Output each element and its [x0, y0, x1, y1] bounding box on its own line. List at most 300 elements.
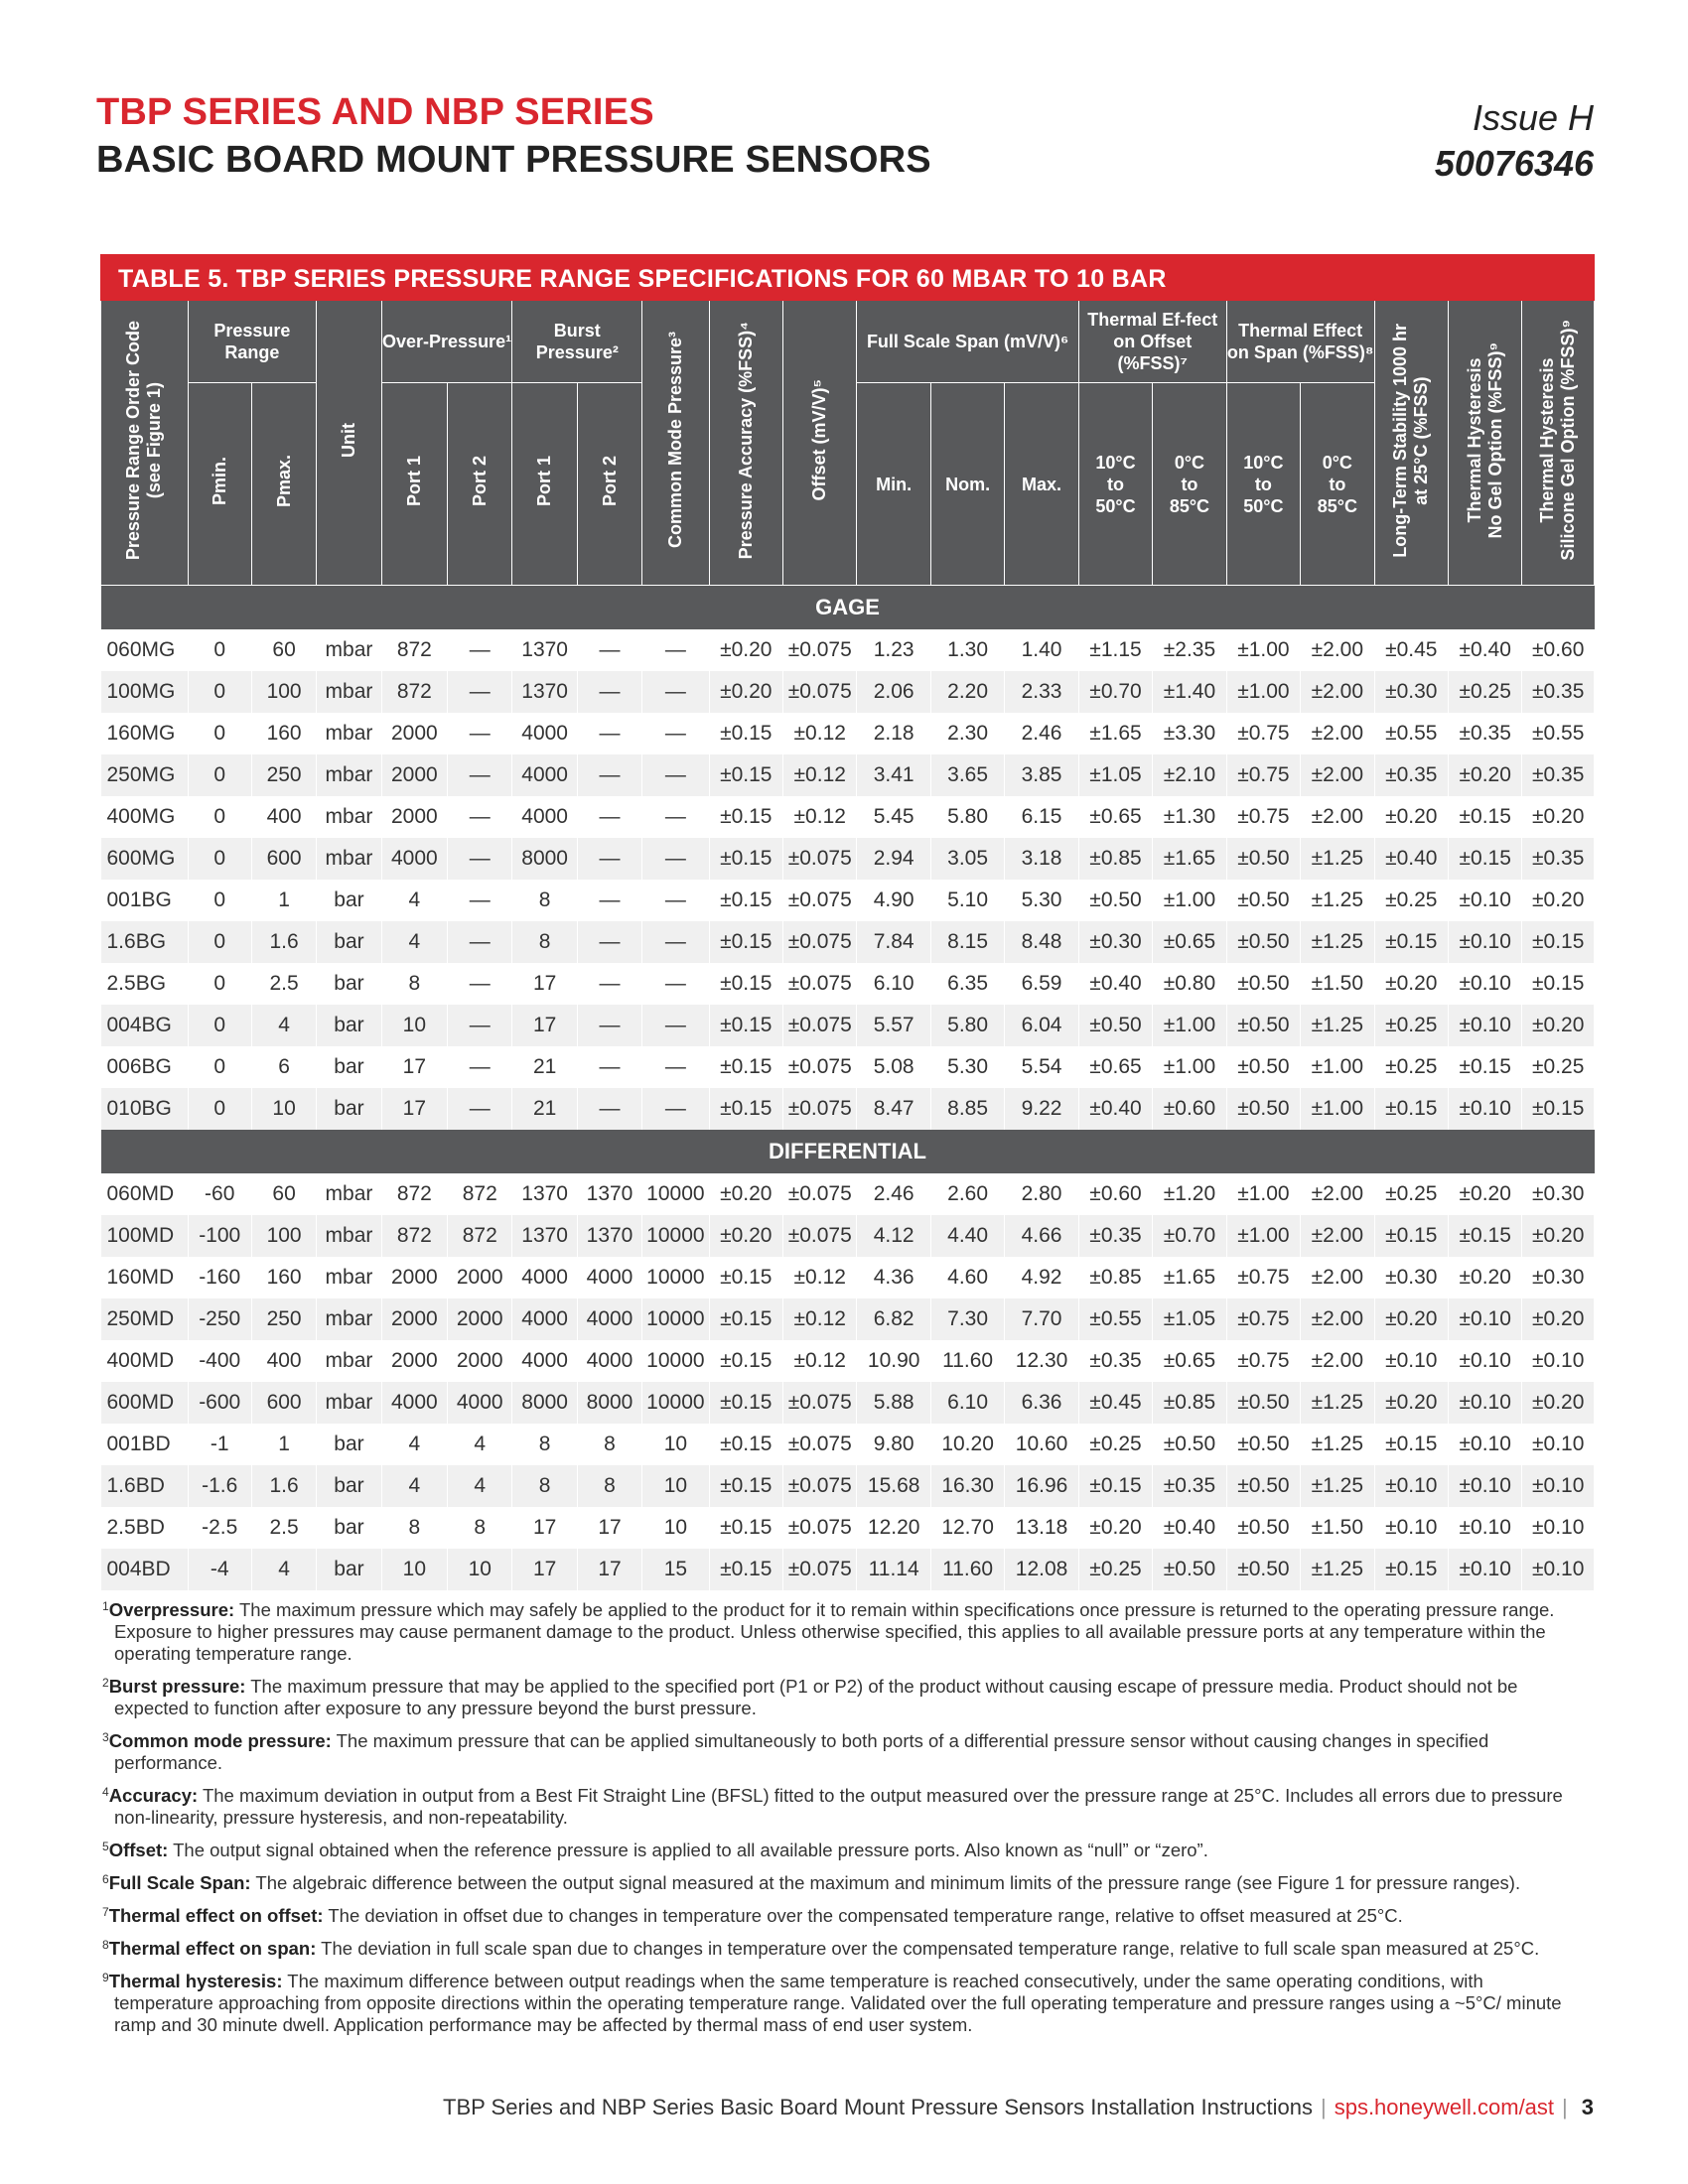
table-cell: ±2.00: [1301, 671, 1374, 713]
table-cell: ±1.15: [1078, 629, 1152, 671]
table-cell: 8000: [577, 1382, 641, 1424]
issue-block: [1435, 95, 1594, 187]
table-cell: ±1.00: [1226, 1215, 1300, 1257]
table-cell: 5.80: [930, 796, 1004, 838]
table-row: [101, 1340, 1595, 1382]
table-cell: 2000: [381, 796, 447, 838]
table-cell: ±0.70: [1153, 1215, 1226, 1257]
table-cell: 2.20: [930, 671, 1004, 713]
table-cell: 250: [251, 1298, 316, 1340]
table-cell: 4000: [381, 838, 447, 880]
table-cell: 17: [381, 1046, 447, 1088]
table-cell: 6.10: [857, 963, 930, 1005]
table-cell: ±2.00: [1301, 1298, 1374, 1340]
col-pmin: Pmin.: [188, 383, 251, 586]
table-cell: ±2.00: [1301, 1173, 1374, 1215]
order-code-cell: 250MG: [101, 754, 189, 796]
footnote: [102, 1901, 1572, 1927]
table-cell: ±0.50: [1226, 1005, 1300, 1046]
table-cell: 10: [448, 1549, 512, 1590]
table-cell: 4.60: [930, 1257, 1004, 1298]
table-cell: —: [448, 921, 512, 963]
table-cell: 872: [448, 1215, 512, 1257]
table-cell: 10: [381, 1549, 447, 1590]
table-cell: 1370: [512, 671, 577, 713]
table-cell: 17: [381, 1088, 447, 1130]
table-cell: 11.14: [857, 1549, 930, 1590]
table-cell: ±0.55: [1078, 1298, 1152, 1340]
table-cell: —: [577, 1005, 641, 1046]
table-cell: 5.30: [1005, 880, 1078, 921]
table-cell: ±2.00: [1301, 796, 1374, 838]
table-cell: ±1.25: [1301, 1549, 1374, 1590]
table-cell: 2000: [448, 1298, 512, 1340]
table-cell: —: [642, 754, 709, 796]
table-cell: 8: [577, 1465, 641, 1507]
order-code-cell: 100MG: [101, 671, 189, 713]
table-cell: ±0.20: [1522, 880, 1595, 921]
table-cell: 3.41: [857, 754, 930, 796]
table-cell: ±0.60: [1078, 1173, 1152, 1215]
footnote-number: 9: [102, 1971, 109, 1984]
table-cell: 4.90: [857, 880, 930, 921]
table-cell: ±0.10: [1449, 1005, 1522, 1046]
table-cell: 0: [188, 671, 251, 713]
col-unit: Unit: [317, 301, 381, 586]
table-cell: 16.30: [930, 1465, 1004, 1507]
table-cell: 4000: [381, 1382, 447, 1424]
document-header: [96, 89, 931, 185]
table-cell: —: [448, 629, 512, 671]
table-cell: 4.92: [1005, 1257, 1078, 1298]
table-cell: ±0.25: [1078, 1549, 1152, 1590]
table-row: [101, 1215, 1595, 1257]
table-cell: ±0.30: [1078, 921, 1152, 963]
table-cell: ±0.10: [1449, 963, 1522, 1005]
col-burst-port2: Port 2: [577, 383, 641, 586]
table-cell: 6.04: [1005, 1005, 1078, 1046]
table-cell: 1370: [577, 1173, 641, 1215]
table-cell: mbar: [317, 1298, 381, 1340]
table-cell: ±1.00: [1226, 671, 1300, 713]
table-cell: 7.30: [930, 1298, 1004, 1340]
table-cell: 2.60: [930, 1173, 1004, 1215]
table-cell: —: [577, 880, 641, 921]
table-cell: ±0.75: [1226, 754, 1300, 796]
table-cell: ±0.20: [1374, 1382, 1448, 1424]
col-toff-10-50: 10°C to 50°C: [1078, 383, 1152, 586]
table-cell: 6.10: [930, 1382, 1004, 1424]
table-cell: 4: [448, 1465, 512, 1507]
table-cell: 4.36: [857, 1257, 930, 1298]
table-cell: ±0.075: [783, 1088, 857, 1130]
order-code-cell: 250MD: [101, 1298, 189, 1340]
series-title: TBP SERIES AND NBP SERIES: [96, 91, 654, 133]
order-code-cell: 006BG: [101, 1046, 189, 1088]
table-cell: mbar: [317, 838, 381, 880]
table-cell: 16.96: [1005, 1465, 1078, 1507]
footnote-text: The maximum pressure which may safely be applied to the product for it to remain within specifications once pressure is returned to the operating pressure range. Exposure to higher pressures may cause permanent damage to the product. Unless otherwise specified, this applies to all available pressure ports at any temperature within the operating temperature range.: [114, 1599, 1555, 1664]
table-cell: 17: [577, 1507, 641, 1549]
table-cell: ±0.45: [1374, 629, 1448, 671]
col-fss-nom: Nom.: [930, 383, 1004, 586]
table-cell: 7.70: [1005, 1298, 1078, 1340]
table-cell: 4000: [512, 1257, 577, 1298]
order-code-cell: 600MG: [101, 838, 189, 880]
footer-text: TBP Series and NBP Series Basic Board Mount Pressure Sensors Installation Instructions: [443, 2095, 1313, 2119]
table-cell: 100: [251, 1215, 316, 1257]
footnote-term: Overpressure:: [108, 1599, 235, 1620]
table-cell: ±0.85: [1153, 1382, 1226, 1424]
table-cell: 10: [642, 1465, 709, 1507]
table-cell: ±0.10: [1449, 1382, 1522, 1424]
table-cell: ±0.20: [1374, 1298, 1448, 1340]
table-cell: —: [642, 713, 709, 754]
table-cell: 8: [381, 1507, 447, 1549]
table-cell: 4.66: [1005, 1215, 1078, 1257]
table-cell: ±0.15: [709, 1549, 782, 1590]
table-cell: ±0.15: [1374, 1424, 1448, 1465]
table-cell: 0: [188, 838, 251, 880]
table-cell: -100: [188, 1215, 251, 1257]
table-cell: 4: [251, 1005, 316, 1046]
table-cell: 1.23: [857, 629, 930, 671]
table-cell: ±0.20: [1449, 1257, 1522, 1298]
table-cell: ±0.45: [1078, 1382, 1152, 1424]
table-cell: —: [577, 921, 641, 963]
footnote-term: Offset:: [108, 1840, 169, 1860]
table-cell: 1.40: [1005, 629, 1078, 671]
table-cell: 2.18: [857, 713, 930, 754]
footnote: [102, 1836, 1572, 1861]
table-cell: 9.80: [857, 1424, 930, 1465]
table-cell: ±0.075: [783, 1424, 857, 1465]
table-cell: ±0.075: [783, 1005, 857, 1046]
table-cell: 5.08: [857, 1046, 930, 1088]
table-cell: 5.30: [930, 1046, 1004, 1088]
table-cell: ±0.15: [709, 1507, 782, 1549]
table-cell: -600: [188, 1382, 251, 1424]
table-cell: mbar: [317, 754, 381, 796]
footnote-text: The maximum deviation in output from a Best Fit Straight Line (BFSL) fitted to the output measured over the pressure range at 25°C. Includes all errors due to pressure non-linearity, pressure hysteresis, and non-repeatability.: [114, 1785, 1563, 1828]
table-cell: ±0.50: [1078, 1005, 1152, 1046]
table-cell: ±1.00: [1153, 1005, 1226, 1046]
table-cell: 9.22: [1005, 1088, 1078, 1130]
table-cell: —: [448, 796, 512, 838]
col-pressure-range: Pressure Range: [188, 301, 317, 383]
table-cell: 10000: [642, 1382, 709, 1424]
table-row: [101, 754, 1595, 796]
table-cell: 1370: [512, 1173, 577, 1215]
table-cell: -60: [188, 1173, 251, 1215]
table-cell: ±0.50: [1226, 963, 1300, 1005]
table-row: [101, 713, 1595, 754]
table-cell: 8: [448, 1507, 512, 1549]
table-cell: —: [577, 671, 641, 713]
table-cell: 17: [512, 963, 577, 1005]
table-cell: mbar: [317, 1215, 381, 1257]
table-cell: 4000: [512, 754, 577, 796]
table-cell: 250: [251, 754, 316, 796]
table-cell: bar: [317, 1088, 381, 1130]
table-cell: —: [577, 1046, 641, 1088]
table-cell: ±0.65: [1078, 796, 1152, 838]
table-cell: 60: [251, 629, 316, 671]
table-cell: ±0.10: [1374, 1340, 1448, 1382]
table-cell: ±0.50: [1226, 838, 1300, 880]
table-cell: ±0.15: [709, 754, 782, 796]
table-cell: ±2.00: [1301, 1257, 1374, 1298]
table-row: [101, 1298, 1595, 1340]
table-cell: ±0.35: [1078, 1340, 1152, 1382]
order-code-cell: 600MD: [101, 1382, 189, 1424]
table-cell: ±0.75: [1226, 713, 1300, 754]
table-cell: mbar: [317, 1257, 381, 1298]
table-cell: —: [577, 963, 641, 1005]
table-cell: ±0.35: [1522, 838, 1595, 880]
table-cell: 2000: [381, 1340, 447, 1382]
table-cell: —: [448, 1005, 512, 1046]
table-cell: ±0.50: [1153, 1424, 1226, 1465]
table-cell: 5.80: [930, 1005, 1004, 1046]
table-cell: ±0.15: [709, 1465, 782, 1507]
table-cell: ±0.15: [709, 1046, 782, 1088]
table-cell: ±0.75: [1226, 1298, 1300, 1340]
table-cell: -1: [188, 1424, 251, 1465]
table-cell: 600: [251, 1382, 316, 1424]
table-cell: 2000: [448, 1257, 512, 1298]
footnotes: [102, 1595, 1572, 2043]
table-cell: —: [448, 713, 512, 754]
order-code-cell: 010BG: [101, 1088, 189, 1130]
table-cell: ±0.10: [1522, 1340, 1595, 1382]
col-order-code: Pressure Range Order Code (see Figure 1): [101, 301, 189, 586]
footnote-term: Accuracy:: [108, 1785, 199, 1806]
table-cell: mbar: [317, 671, 381, 713]
table-cell: 15: [642, 1549, 709, 1590]
document-subtitle: BASIC BOARD MOUNT PRESSURE SENSORS: [96, 139, 931, 181]
section-header-row: [101, 586, 1595, 630]
table-cell: —: [448, 1046, 512, 1088]
col-stability: Long-Term Stability 1000 hr at 25°C (%FSS): [1374, 301, 1448, 586]
table-cell: ±0.50: [1226, 921, 1300, 963]
table-cell: ±0.075: [783, 1046, 857, 1088]
table-cell: ±0.10: [1449, 1088, 1522, 1130]
table-cell: ±0.075: [783, 1215, 857, 1257]
order-code-cell: 004BD: [101, 1549, 189, 1590]
table-row: [101, 1382, 1595, 1424]
table-cell: ±0.10: [1522, 1549, 1595, 1590]
table-cell: ±0.35: [1449, 713, 1522, 754]
table-cell: ±0.15: [1078, 1465, 1152, 1507]
table-cell: —: [642, 963, 709, 1005]
section-header-row: [101, 1130, 1595, 1173]
table-cell: ±0.15: [709, 880, 782, 921]
table-cell: —: [577, 838, 641, 880]
table-cell: ±0.85: [1078, 838, 1152, 880]
col-hyst-nogel: Thermal Hysteresis No Gel Option (%FSS)⁹: [1449, 301, 1522, 586]
col-full-scale-span: Full Scale Span (mV/V)⁶: [857, 301, 1078, 383]
table-cell: 2000: [381, 1298, 447, 1340]
table-cell: 4000: [512, 796, 577, 838]
table-cell: 10000: [642, 1257, 709, 1298]
col-over-port2: Port 2: [448, 383, 512, 586]
table-cell: ±0.15: [1522, 1088, 1595, 1130]
table-cell: ±0.12: [783, 1257, 857, 1298]
table-cell: 4000: [512, 713, 577, 754]
table-cell: ±0.65: [1153, 1340, 1226, 1382]
table-cell: 10000: [642, 1298, 709, 1340]
table-cell: 4000: [512, 1340, 577, 1382]
table-cell: ±2.00: [1301, 754, 1374, 796]
table-cell: bar: [317, 1465, 381, 1507]
table-cell: 6.35: [930, 963, 1004, 1005]
col-tspan-0-85: 0°C to 85°C: [1301, 383, 1374, 586]
table-cell: ±0.30: [1374, 671, 1448, 713]
footnote-term: Full Scale Span:: [108, 1872, 251, 1893]
table-cell: 8: [512, 921, 577, 963]
table-cell: ±0.20: [1522, 1382, 1595, 1424]
table-cell: 2.06: [857, 671, 930, 713]
order-code-cell: 160MG: [101, 713, 189, 754]
table-cell: 5.57: [857, 1005, 930, 1046]
table-cell: ±1.30: [1153, 796, 1226, 838]
table-cell: —: [642, 838, 709, 880]
footer-link[interactable]: sps.honeywell.com/ast: [1334, 2095, 1555, 2119]
col-over-pressure: Over-Pressure¹: [381, 301, 512, 383]
table-cell: ±1.65: [1153, 838, 1226, 880]
table-cell: ±0.10: [1449, 921, 1522, 963]
footnote: [102, 1726, 1572, 1774]
table-cell: 6.59: [1005, 963, 1078, 1005]
table-cell: ±0.40: [1078, 1088, 1152, 1130]
table-cell: ±0.60: [1522, 629, 1595, 671]
table-cell: ±0.075: [783, 1382, 857, 1424]
table-cell: —: [642, 671, 709, 713]
table-cell: 4000: [577, 1257, 641, 1298]
order-code-cell: 400MG: [101, 796, 189, 838]
table-cell: ±0.30: [1522, 1257, 1595, 1298]
table-cell: 2000: [381, 713, 447, 754]
table-cell: mbar: [317, 629, 381, 671]
table-row: [101, 1173, 1595, 1215]
table-cell: -160: [188, 1257, 251, 1298]
table-cell: ±2.35: [1153, 629, 1226, 671]
table-cell: ±0.20: [1522, 1005, 1595, 1046]
table-cell: ±0.15: [1449, 796, 1522, 838]
table-row: [101, 1257, 1595, 1298]
table-cell: ±1.00: [1301, 1046, 1374, 1088]
table-cell: 2.30: [930, 713, 1004, 754]
table-cell: 10.90: [857, 1340, 930, 1382]
table-cell: mbar: [317, 1173, 381, 1215]
table-cell: ±3.30: [1153, 713, 1226, 754]
footnote-text: The deviation in offset due to changes in temperature over the compensated temperature range, relative to offset measured at 25°C.: [323, 1905, 1403, 1926]
table-cell: 12.30: [1005, 1340, 1078, 1382]
table-cell: mbar: [317, 713, 381, 754]
table-cell: ±0.15: [709, 1382, 782, 1424]
table-cell: ±1.05: [1078, 754, 1152, 796]
col-burst-port1: Port 1: [512, 383, 577, 586]
table-row: [101, 963, 1595, 1005]
table-cell: ±0.15: [709, 1424, 782, 1465]
table-cell: —: [577, 1088, 641, 1130]
table-cell: -400: [188, 1340, 251, 1382]
table-cell: ±0.25: [1449, 671, 1522, 713]
table-cell: ±2.00: [1301, 629, 1374, 671]
table-cell: ±0.075: [783, 963, 857, 1005]
table-cell: ±0.20: [1522, 796, 1595, 838]
table-cell: ±0.35: [1153, 1465, 1226, 1507]
table-cell: ±0.25: [1374, 1046, 1448, 1088]
table-cell: ±0.075: [783, 880, 857, 921]
table-cell: ±1.25: [1301, 921, 1374, 963]
table-cell: 8: [512, 1465, 577, 1507]
table-row: [101, 1549, 1595, 1590]
table-cell: 4: [251, 1549, 316, 1590]
table-cell: ±0.075: [783, 671, 857, 713]
col-thermal-span: Thermal Effect on Span (%FSS)⁸: [1226, 301, 1374, 383]
table-cell: 11.60: [930, 1340, 1004, 1382]
table-cell: 2.94: [857, 838, 930, 880]
table-row: [101, 1005, 1595, 1046]
table-cell: —: [577, 713, 641, 754]
table-cell: ±0.20: [709, 629, 782, 671]
table-cell: 400: [251, 1340, 316, 1382]
order-code-cell: 060MG: [101, 629, 189, 671]
table-cell: ±0.50: [1226, 1507, 1300, 1549]
table-cell: 21: [512, 1046, 577, 1088]
table-cell: —: [577, 754, 641, 796]
table-cell: ±0.20: [1522, 1298, 1595, 1340]
table-cell: ±0.75: [1226, 1340, 1300, 1382]
table-cell: 5.54: [1005, 1046, 1078, 1088]
table-cell: ±0.35: [1374, 754, 1448, 796]
table-cell: —: [448, 838, 512, 880]
table-cell: 1370: [577, 1215, 641, 1257]
table-cell: ±0.12: [783, 713, 857, 754]
table-cell: ±0.075: [783, 1549, 857, 1590]
table-cell: 17: [512, 1549, 577, 1590]
table-cell: 17: [512, 1507, 577, 1549]
table-cell: ±0.15: [1374, 1215, 1448, 1257]
table-cell: ±0.75: [1226, 796, 1300, 838]
table-cell: mbar: [317, 1382, 381, 1424]
table-cell: 8: [381, 963, 447, 1005]
table-cell: bar: [317, 1046, 381, 1088]
footnote: [102, 1934, 1572, 1960]
table-row: [101, 629, 1595, 671]
table-cell: ±0.10: [1522, 1424, 1595, 1465]
col-toff-0-85: 0°C to 85°C: [1153, 383, 1226, 586]
table-cell: ±0.55: [1522, 713, 1595, 754]
table-cell: -250: [188, 1298, 251, 1340]
footnote-text: The maximum pressure that may be applied to the specified port (P1 or P2) of the product without causing escape of pressure media. Product should not be expected to function after exposure to any pressure beyond the burst pressure.: [114, 1676, 1518, 1718]
table-cell: —: [577, 796, 641, 838]
table-cell: 3.85: [1005, 754, 1078, 796]
footnote-number: 1: [102, 1599, 109, 1613]
table-cell: —: [642, 880, 709, 921]
col-fss-min: Min.: [857, 383, 930, 586]
table-cell: 4000: [577, 1298, 641, 1340]
table-cell: ±0.075: [783, 838, 857, 880]
col-burst-pressure: Burst Pressure²: [512, 301, 642, 383]
table-cell: 1: [251, 880, 316, 921]
table-cell: 2000: [381, 1257, 447, 1298]
col-hyst-gel: Thermal Hysteresis Silicone Gel Option (%FSS)⁹: [1522, 301, 1595, 586]
footnote-text: The deviation in full scale span due to changes in temperature over the compensated temperature range, relative to full scale span measured at 25°C.: [316, 1938, 1540, 1959]
table-cell: 8: [512, 1424, 577, 1465]
